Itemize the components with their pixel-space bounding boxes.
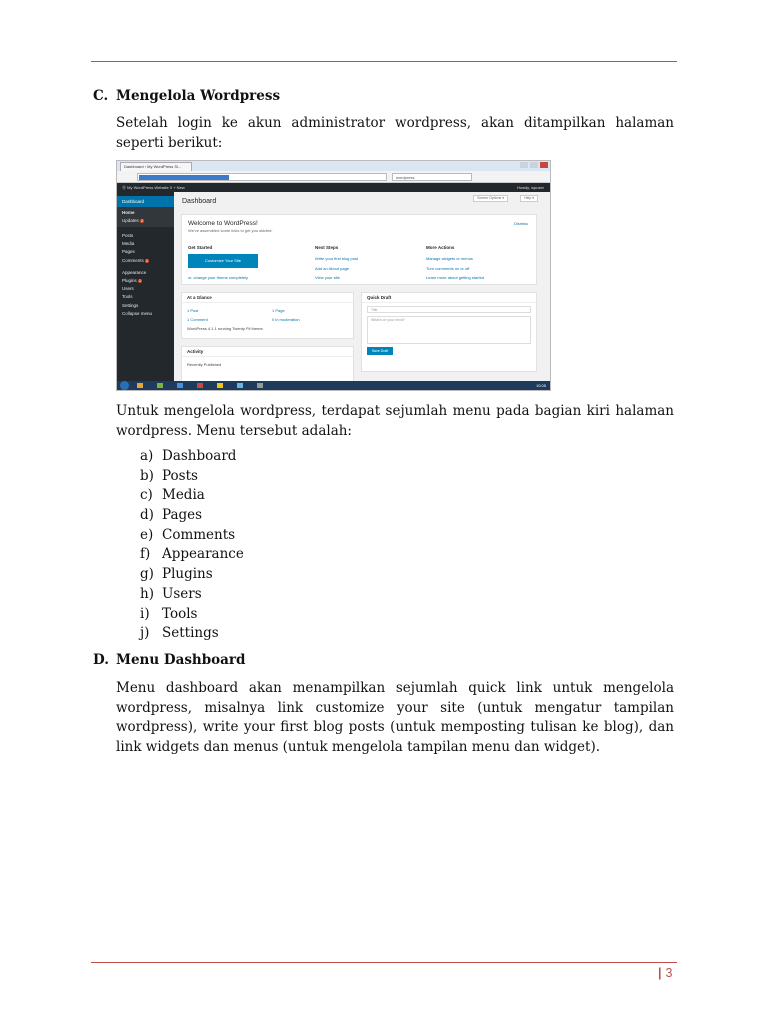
- list-label: Comments: [162, 526, 236, 543]
- sidebar-item-comments: [117, 257, 174, 265]
- learn-more-link: Learn more about getting started: [426, 275, 485, 280]
- list-item: [140, 545, 244, 565]
- list-marker: i): [140, 605, 150, 622]
- activity-box: [181, 346, 354, 386]
- more-actions-heading: More Actions: [426, 245, 455, 250]
- add-about-link: Add an About page: [315, 265, 350, 271]
- get-started-heading: Get Started: [188, 245, 213, 250]
- browser-tabbar: [117, 161, 550, 171]
- window-controls: [520, 162, 548, 168]
- browser-search: wordpress: [392, 173, 472, 181]
- sidebar-home: Home: [122, 210, 135, 215]
- list-label: Settings: [162, 625, 219, 642]
- comments-toggle-link: Turn comments on or off: [426, 265, 470, 271]
- minimize-icon: [520, 162, 528, 168]
- start-orb-icon: [120, 381, 129, 390]
- help-button: Help ▾: [520, 195, 538, 202]
- taskbar-app-icon: [217, 383, 223, 388]
- section-d-body: Menu dashboard akan menampilkan sejumlah quick link untuk mengelola wordpress, misalnya link customize your site (untuk mengatur tampilan wordpress), write your first blog posts (untuk memposting tulisan ke blog), dan link widgets dan menus (untuk mengelola tampilan menu dan widget).: [116, 680, 674, 755]
- glance-theme-line: WordPress 4.1.1 running Twenty Fif theme.: [187, 326, 264, 331]
- list-marker: c): [140, 487, 153, 504]
- maximize-icon: [530, 162, 538, 168]
- activity-title: Activity: [182, 347, 353, 357]
- quick-draft-title: Quick Draft: [362, 293, 536, 303]
- list-item: [140, 447, 244, 467]
- list-marker: j): [140, 625, 150, 642]
- glance-moderation: 0 in moderation: [272, 317, 300, 322]
- list-label: Plugins: [162, 566, 213, 583]
- wordpress-dashboard-screenshot: [116, 160, 551, 391]
- sidebar-item-pages: Pages: [122, 249, 135, 255]
- section-c-title: Mengelola Wordpress: [116, 88, 281, 104]
- quick-draft-box: [361, 292, 537, 372]
- list-marker: b): [140, 467, 154, 484]
- view-site-link: View your site: [315, 275, 340, 280]
- more-actions-column: [426, 245, 484, 283]
- glance-comments: 1 Comment: [187, 317, 208, 322]
- list-label: Posts: [162, 467, 198, 484]
- list-marker: d): [140, 507, 154, 524]
- at-a-glance-body: [182, 303, 353, 336]
- glance-posts: 1 Post: [187, 308, 199, 313]
- taskbar-app-icon: [237, 383, 243, 388]
- menu-intro-paragraph: Untuk mengelola wordpress, terdapat sejumlah menu pada bagian kiri halaman wordpress. Menu tersebut adalah:: [116, 403, 674, 439]
- welcome-panel: [181, 214, 537, 285]
- sidebar-item-settings: Settings: [122, 302, 139, 308]
- next-steps-heading: Next Steps: [315, 245, 339, 250]
- at-a-glance-title: At a Glance: [182, 293, 353, 303]
- adminbar-user: Howdy, wpuser: [516, 185, 544, 190]
- footer-rule: [91, 962, 677, 963]
- draft-title-field: Title: [367, 306, 531, 313]
- list-item: [140, 467, 244, 487]
- list-marker: f): [140, 546, 151, 563]
- screen-options-button: Screen Options ▾: [473, 195, 508, 202]
- taskbar-clock: 10:05: [535, 383, 546, 388]
- list-item: [140, 486, 244, 506]
- sidebar-submenu: [117, 207, 174, 227]
- section-d-number: D.: [93, 652, 109, 668]
- header-rule: [91, 61, 677, 62]
- sidebar-collapse: Collapse menu: [122, 310, 153, 316]
- page-number-value: 3: [665, 966, 673, 980]
- write-post-link: Write your first blog post: [315, 256, 359, 261]
- wp-content: [174, 192, 550, 383]
- list-marker: e): [140, 526, 154, 543]
- plugins-badge: 1: [139, 279, 141, 284]
- get-started-column: [188, 245, 258, 283]
- wp-sidebar: [117, 192, 174, 383]
- sidebar-updates-label: Updates: [122, 218, 139, 223]
- taskbar-app-icon: [257, 383, 263, 388]
- list-label: Appearance: [162, 546, 244, 563]
- draft-body-field: What's on your mind?: [367, 316, 531, 344]
- list-marker: g): [140, 566, 154, 583]
- taskbar-app-icon: [157, 383, 163, 388]
- browser-tab: Dashboard ‹ My WordPress Si...: [120, 162, 192, 171]
- glance-pages: 1 Page: [272, 308, 285, 313]
- updates-badge: 2: [141, 219, 143, 223]
- list-marker: a): [140, 448, 154, 464]
- address-bar: [137, 173, 387, 181]
- sidebar-item-dashboard: Dashboard: [117, 196, 174, 207]
- sidebar-comments-label: Comments: [122, 257, 144, 263]
- wordpress-menu-list: [140, 447, 244, 644]
- section-c-number: C.: [93, 88, 109, 104]
- page-number-bar: |: [658, 966, 662, 980]
- sidebar-item-plugins: [117, 277, 174, 285]
- section-c-intro: Setelah login ke akun administrator wordpress, akan ditampilkan halaman seperti berikut:: [116, 115, 674, 151]
- list-item: [140, 605, 244, 625]
- sidebar-plugins-label: Plugins: [122, 278, 137, 284]
- page-number: [658, 966, 672, 980]
- list-item: [140, 506, 244, 526]
- list-label: Pages: [162, 507, 203, 524]
- taskbar-app-icon: [137, 383, 143, 388]
- adminbar-counts: 0 + New: [169, 185, 185, 190]
- sidebar-item-appearance: Appearance: [122, 269, 147, 275]
- wp-admin-bar: [117, 183, 550, 192]
- sidebar-item-tools: Tools: [122, 294, 133, 300]
- list-label: Tools: [162, 605, 198, 622]
- adminbar-site: My WordPress Website: [127, 185, 169, 190]
- list-item: [140, 526, 244, 546]
- activity-recent: Recently Published: [187, 362, 222, 367]
- list-item: [140, 585, 244, 605]
- list-item: [140, 565, 244, 585]
- welcome-title: Welcome to WordPress!: [188, 220, 258, 227]
- welcome-lead: We've assembled some links to get you started:: [188, 228, 273, 233]
- sidebar-updates: [122, 217, 169, 225]
- list-label: Dashboard: [162, 448, 237, 464]
- address-highlight: [139, 175, 229, 180]
- taskbar-app-icon: [177, 383, 183, 388]
- section-d-heading: [93, 652, 245, 668]
- list-item: [140, 624, 244, 644]
- browser-urlbar: [117, 171, 550, 183]
- at-a-glance-box: [181, 292, 354, 339]
- comments-badge: 1: [146, 258, 148, 263]
- list-label: Media: [162, 487, 205, 504]
- next-steps-column: [315, 245, 358, 283]
- dashboard-title: Dashboard: [182, 198, 217, 205]
- section-d-title: Menu Dashboard: [116, 652, 246, 668]
- sidebar-item-media: Media: [122, 241, 135, 247]
- widgets-menus-link: Manage widgets or menus: [426, 256, 473, 261]
- sidebar-item-posts: Posts: [122, 233, 134, 238]
- list-marker: h): [140, 585, 154, 602]
- taskbar-app-icon: [197, 383, 203, 388]
- sidebar-item-users: Users: [122, 286, 134, 292]
- customize-site-button: Customize Your Site: [188, 254, 258, 268]
- wp-logo-icon: Ⓦ: [122, 185, 128, 190]
- change-theme-link: or, change your theme completely: [188, 275, 249, 280]
- close-icon: [540, 162, 548, 168]
- save-draft-button: Save Draft: [367, 347, 393, 355]
- section-c-heading: [93, 88, 280, 104]
- list-label: Users: [162, 585, 202, 602]
- windows-taskbar: [117, 381, 550, 390]
- welcome-dismiss: Dismiss: [514, 221, 528, 226]
